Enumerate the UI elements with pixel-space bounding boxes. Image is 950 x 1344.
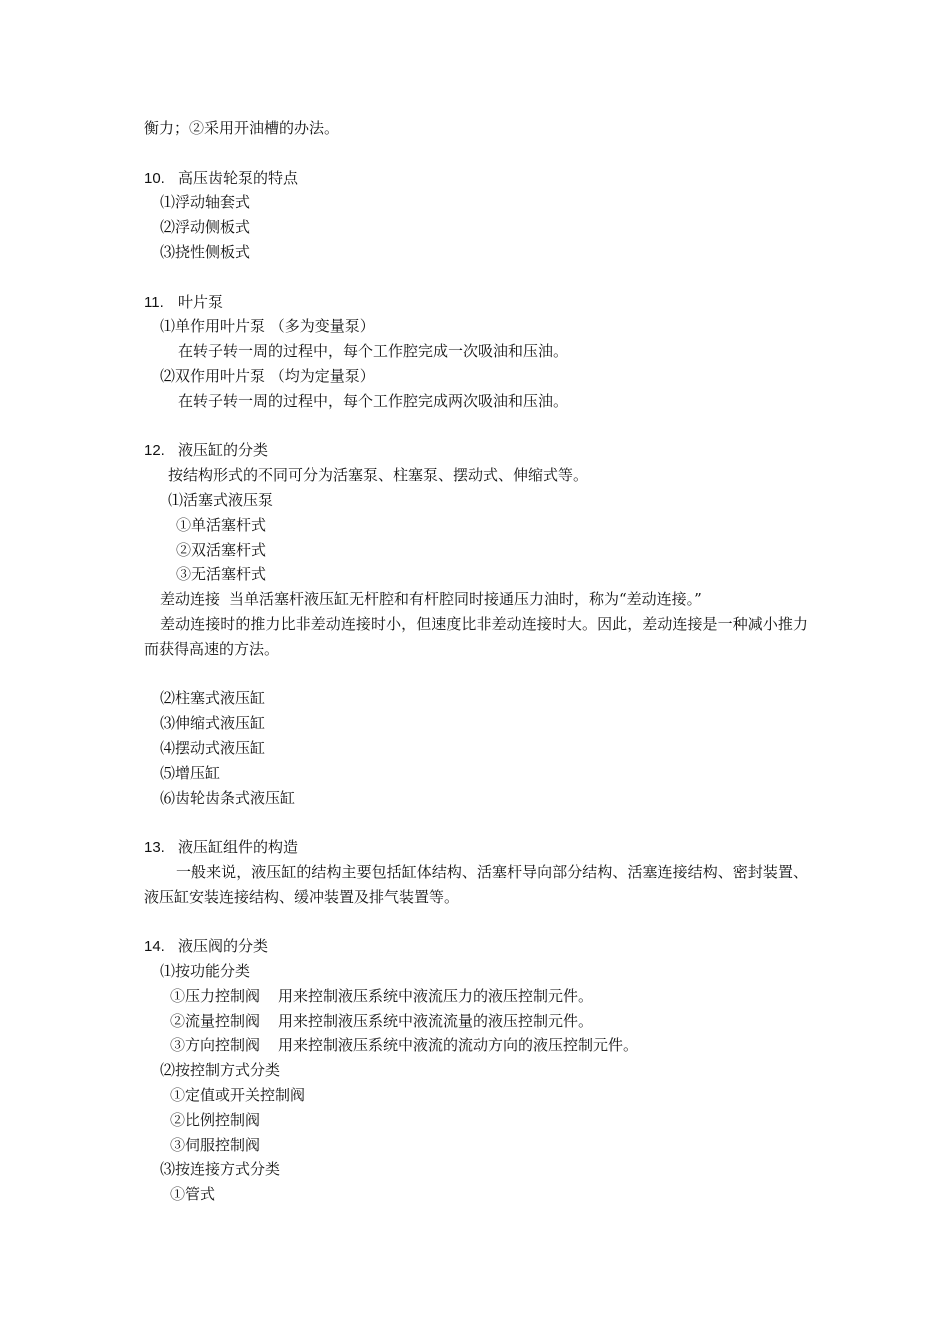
section-title: 液压阀的分类 (178, 937, 269, 956)
list-item (144, 1033, 808, 1058)
list-item: ⑹齿轮齿条式液压缸 (160, 788, 296, 807)
section-13-heading (144, 835, 808, 860)
paragraph: 差动连接时的推力比非差动连接时小，但速度比非差动连接时大。因此，差动连接是一种减小推力而获得高速的方法。 (144, 614, 808, 658)
section-12-heading (144, 438, 808, 463)
list-item: ①定值或开关控制阀 (170, 1086, 306, 1105)
section-number: 11. (144, 293, 164, 311)
list-item: ②比例控制阀 (170, 1110, 261, 1129)
item-description: 用来控制液压系统中液流的流动方向的液压控制元件。 (278, 1036, 639, 1055)
list-item: ⑷摆动式液压缸 (160, 738, 266, 757)
list-item (144, 984, 808, 1009)
section-11-heading (144, 290, 808, 315)
section-title: 液压缸的分类 (178, 441, 269, 460)
section-title: 叶片泵 (178, 292, 224, 311)
section-number: 13. (144, 839, 165, 857)
list-item: ⑵按控制方式分类 (160, 1061, 281, 1080)
item-name: ②流量控制阀 (170, 1011, 261, 1030)
section-intro: 按结构形式的不同可分为活塞泵、柱塞泵、摆动式、伸缩式等。 (168, 466, 589, 485)
item-description: 在转子转一周的过程中，每个工作腔完成一次吸油和压油。 (178, 342, 569, 361)
list-item: ⑶按连接方式分类 (160, 1160, 281, 1179)
list-item: ⑸增压缸 (160, 763, 221, 782)
section-title: 高压齿轮泵的特点 (178, 168, 299, 187)
section-number: 14. (144, 938, 165, 956)
list-item: ⑴活塞式液压泵 (168, 490, 274, 509)
section-14-heading (144, 934, 808, 959)
list-item: ②双活塞杆式 (176, 540, 267, 559)
section-number: 12. (144, 442, 165, 460)
definition-line (144, 587, 808, 612)
definition: 当单活塞杆液压缸无杆腔和有杆腔同时接通压力油时，称为“差动连接。” (229, 590, 702, 609)
paragraph: 一般来说，液压缸的结构主要包括缸体结构、活塞杆导向部分结构、活塞连接结构、密封装置、液压缸安装连接结构、缓冲装置及排气装置等。 (144, 862, 808, 906)
list-item: ⑶挠性侧板式 (160, 242, 251, 261)
list-item (144, 1009, 808, 1034)
item-description: 用来控制液压系统中液流压力的液压控制元件。 (278, 986, 594, 1005)
list-item: ①单活塞杆式 (176, 515, 267, 534)
section-title: 液压缸组件的构造 (178, 838, 299, 857)
section-10-heading (144, 166, 808, 191)
list-item: ⑵浮动侧板式 (160, 218, 251, 237)
list-item: ①管式 (170, 1185, 216, 1204)
list-item: ⑴按功能分类 (160, 962, 251, 981)
continuation-line: 衡力；②采用开油槽的办法。 (144, 119, 340, 137)
list-item: ⑴浮动轴套式 (160, 193, 251, 212)
document-body (144, 116, 808, 1207)
item-name: ③方向控制阀 (170, 1036, 261, 1055)
item-description: 在转子转一周的过程中，每个工作腔完成两次吸油和压油。 (178, 391, 569, 410)
list-item: ⑴单作用叶片泵 （多为变量泵） (160, 317, 375, 336)
list-item: ⑵双作用叶片泵 （均为定量泵） (160, 366, 375, 385)
list-item: ③伺服控制阀 (170, 1135, 261, 1154)
term: 差动连接 (160, 590, 221, 609)
item-name: ①压力控制阀 (170, 986, 261, 1005)
list-item: ⑵柱塞式液压缸 (160, 689, 266, 708)
list-item: ③无活塞杆式 (176, 565, 267, 584)
list-item: ⑶伸缩式液压缸 (160, 714, 266, 733)
section-number: 10. (144, 169, 165, 187)
item-description: 用来控制液压系统中液流流量的液压控制元件。 (278, 1011, 594, 1030)
